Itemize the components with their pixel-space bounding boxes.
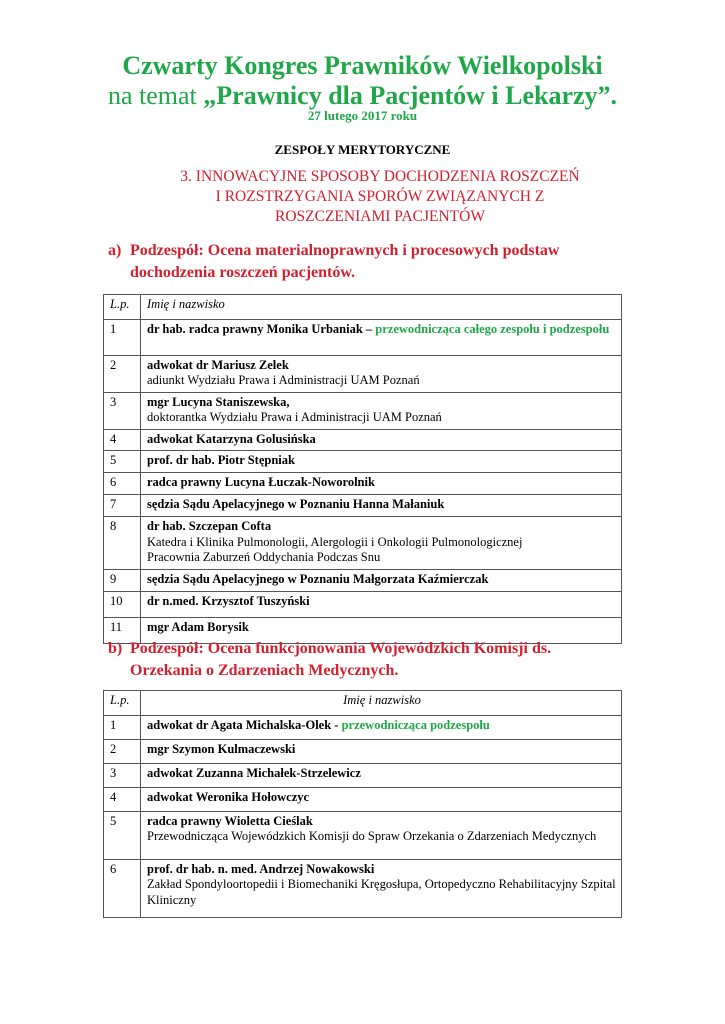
- member-cell: [141, 392, 622, 429]
- subteam-b-letter: b): [108, 640, 123, 657]
- row-number: 1: [104, 319, 141, 355]
- table-row: [104, 495, 622, 517]
- member-cell: [141, 355, 622, 392]
- member-name: prof. dr hab. n. med. Andrzej Nowakowski: [147, 861, 375, 876]
- member-cell: [141, 763, 622, 787]
- member-role: przewodnicząca podzespołu: [338, 717, 490, 732]
- member-name: radca prawny Lucyna Łuczak-Noworolnik: [147, 475, 375, 489]
- section-heading-line-1: 3. INNOWACYJNE SPOSOBY DOCHODZENIA ROSZCZEŃ: [180, 168, 580, 185]
- row-number: 8: [104, 517, 141, 570]
- member-name: radca prawny Wioletta Cieślak: [147, 813, 313, 828]
- member-cell: [141, 451, 622, 473]
- member-name: dr hab. Szczepan Cofta: [147, 519, 272, 533]
- member-name: sędzia Sądu Apelacyjnego w Poznaniu Małgorzata Kaźmierczak: [147, 571, 489, 586]
- table-row: [104, 859, 622, 917]
- table-header-row: [104, 295, 622, 320]
- member-name: sędzia Sądu Apelacyjnego w Poznaniu Hanna Małaniuk: [147, 497, 445, 511]
- row-number: 6: [104, 473, 141, 495]
- table-row: [104, 739, 622, 763]
- subteam-a-heading: [108, 240, 648, 284]
- subteam-b-table: [103, 690, 622, 918]
- member-name: dr n.med. Krzysztof Tuszyński: [147, 593, 310, 608]
- row-number: 5: [104, 811, 141, 859]
- row-number: 4: [104, 787, 141, 811]
- section-heading-line-2: I ROZSTRZYGANIA SPORÓW ZWIĄZANYCH Z: [215, 188, 545, 205]
- table-row: [104, 715, 622, 739]
- section-heading: [100, 167, 660, 227]
- subtitle-prefix: na temat: [107, 81, 204, 110]
- table-row: [104, 319, 622, 355]
- member-affiliation: adiunkt Wydziału Prawa i Administracji UAM Poznań: [147, 373, 420, 387]
- member-cell: [141, 569, 622, 591]
- member-name: mgr Adam Borysik: [147, 619, 249, 634]
- member-cell: [141, 495, 622, 517]
- subteam-a-letter: a): [108, 242, 122, 259]
- row-number: 10: [104, 591, 141, 617]
- row-number: 7: [104, 495, 141, 517]
- column-header-lp: L.p.: [104, 295, 141, 320]
- column-header-name: Imię i nazwisko: [141, 295, 622, 320]
- member-name: adwokat Zuzanna Michałek-Strzelewicz: [147, 765, 361, 780]
- table-row: [104, 355, 622, 392]
- row-number: 11: [104, 617, 141, 643]
- member-affiliation: doktorantka Wydziału Prawa i Administracji UAM Poznań: [147, 410, 442, 424]
- member-cell: [141, 811, 622, 859]
- row-number: 1: [104, 715, 141, 739]
- member-name: dr hab. radca prawny Monika Urbaniak –: [147, 321, 373, 336]
- member-name: adwokat Katarzyna Golusińska: [147, 431, 316, 446]
- row-number: 9: [104, 569, 141, 591]
- row-number: 5: [104, 451, 141, 473]
- subteam-b-line-1: Podzespół: Ocena funkcjonowania Wojewódzkich Komisji ds.: [130, 640, 552, 657]
- subteam-a-line-2: dochodzenia roszczeń pacjentów.: [130, 264, 356, 281]
- member-cell: [141, 859, 622, 917]
- member-cell: [141, 517, 622, 570]
- row-number: 2: [104, 739, 141, 763]
- member-name: mgr Szymon Kulmaczewski: [147, 741, 296, 756]
- subteam-a-line-1: Podzespół: Ocena materialnoprawnych i procesowych podstaw: [130, 242, 560, 259]
- row-number: 2: [104, 355, 141, 392]
- member-cell: [141, 591, 622, 617]
- member-cell: [141, 473, 622, 495]
- row-number: 3: [104, 392, 141, 429]
- column-header-name: Imię i nazwisko: [141, 691, 622, 716]
- member-cell: [141, 787, 622, 811]
- member-cell: [141, 739, 622, 763]
- member-cell: [141, 319, 622, 355]
- row-number: 6: [104, 859, 141, 917]
- member-cell: [141, 715, 622, 739]
- document-title: Czwarty Kongres Prawników Wielkopolski: [122, 51, 603, 80]
- event-date: 27 lutego 2017 roku: [307, 108, 418, 123]
- member-name: adwokat dr Mariusz Zelek: [147, 357, 289, 372]
- section-heading-line-3: ROSZCZENIAMI PACJENTÓW: [275, 208, 485, 225]
- member-name: adwokat dr Agata Michalska-Olek -: [147, 717, 339, 732]
- table-row: [104, 473, 622, 495]
- table-row: [104, 517, 622, 570]
- member-affiliation: Pracownia Zaburzeń Oddychania Podczas Snu: [147, 550, 381, 564]
- table-row: [104, 569, 622, 591]
- member-name: prof. dr hab. Piotr Stępniak: [147, 453, 295, 467]
- teams-heading: ZESPOŁY MERYTORYCZNE: [274, 142, 451, 157]
- row-number: 3: [104, 763, 141, 787]
- row-number: 4: [104, 429, 141, 451]
- column-header-lp: L.p.: [104, 691, 141, 716]
- member-name: mgr Lucyna Staniszewska,: [147, 394, 290, 409]
- member-role: przewodnicząca całego zespołu i podzespołu: [372, 321, 610, 336]
- member-affiliation: Zakład Spondyloortopedii i Biomechaniki Kręgosłupa, Ortopedyczno Rehabilitacyjny Szpital Kliniczny: [147, 877, 616, 907]
- table-row: [104, 591, 622, 617]
- table-row: [104, 811, 622, 859]
- subteam-b-line-2: Orzekania o Zdarzeniach Medycznych.: [130, 662, 399, 679]
- subteam-b-heading: [108, 638, 648, 682]
- table-row: [104, 787, 622, 811]
- member-cell: [141, 429, 622, 451]
- subteam-a-table: [103, 294, 622, 644]
- table-row: [104, 429, 622, 451]
- member-name: adwokat Weronika Hołowczyc: [147, 789, 310, 804]
- table-row: [104, 763, 622, 787]
- subtitle-bold: „Prawnicy dla Pacjentów i Lekarzy”.: [203, 81, 618, 110]
- member-affiliation: Przewodnicząca Wojewódzkich Komisji do Spraw Orzekania o Zdarzeniach Medycznych: [147, 829, 597, 843]
- member-affiliation: Katedra i Klinika Pulmonologii, Alergologii i Onkologii Pulmonologicznej: [147, 534, 523, 549]
- table-header-row: [104, 691, 622, 716]
- table-row: [104, 451, 622, 473]
- table-row: [104, 392, 622, 429]
